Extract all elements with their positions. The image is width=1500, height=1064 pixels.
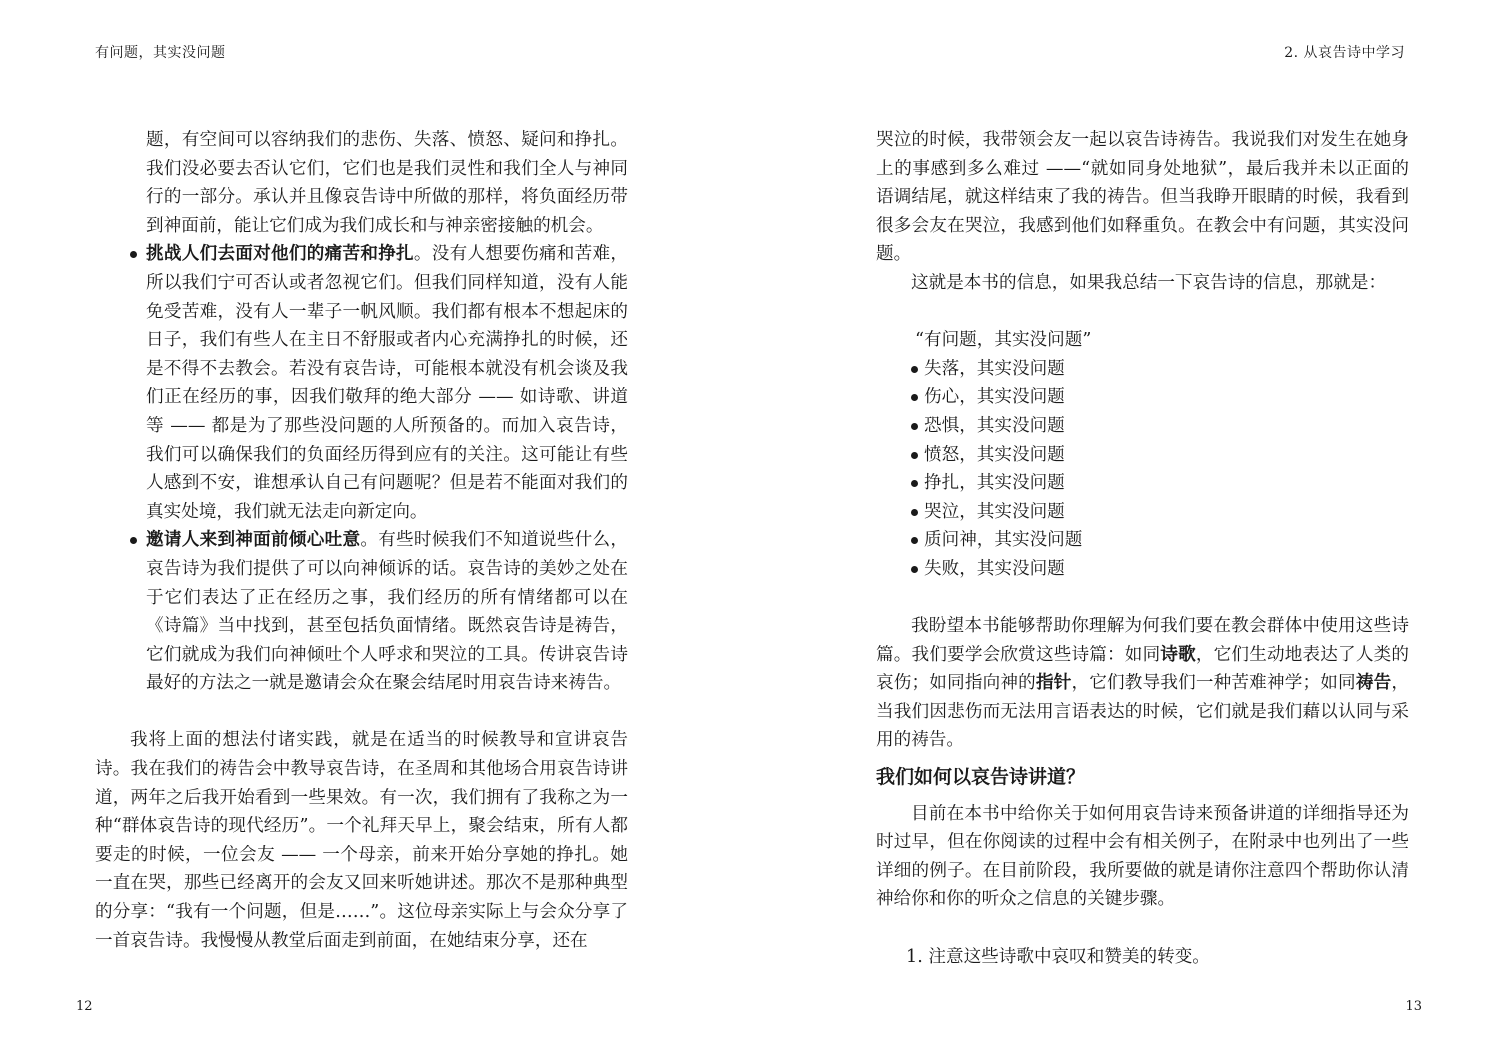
running-header-right: 2. 从哀告诗中学习	[1284, 45, 1405, 61]
quote-item: 失落，其实没问题	[876, 355, 1409, 384]
hope-text-4: ，当我们因悲伤而无法用言语表达的时候，它们就是我们藉以认同与采用的祷告。	[876, 673, 1409, 751]
quote-item: 愤怒，其实没问题	[876, 441, 1409, 470]
quote-list	[876, 355, 1409, 584]
body-paragraph: 我将上面的想法付诸实践，就是在适当的时候教导和宣讲哀告诗。我在我们的祷告会中教导哀告诗，在圣周和其他场合用哀告诗讲道，两年之后我开始看到一些果效。有一次，我们拥有了我称之为一种“群体哀告诗的现代经历”。一个礼拜天早上，聚会结束，所有人都要走的时候，一位会友 —— 一个母亲，前来开始分享她的挣扎。她一直在哭，那些已经离开的会友又回来听她讲述。那次不是那种典型的分享：“我有一个问题，但是……”。这位母亲实际上与会众分享了一首哀告诗。我慢慢从教堂后面走到前面，在她结束分享，还在	[95, 730, 628, 951]
hope-paragraph	[876, 612, 1409, 755]
bullet-bold-lead: 邀请人来到神面前倾心吐意	[146, 529, 361, 551]
continued-paragraph: 哭泣的时候，我带领会友一起以哀告诗祷告。我说我们对发生在她身上的事感到多么难过 ——“就如同身处地狱”，最后我并未以正面的语调结尾，就这样结束了我的祷告。但当我睁开眼睛的时候，我看到很多会友在哭泣，我感到他们如释重负。在教会中有问题，其实没问题。	[876, 130, 1409, 265]
quote-item: 恐惧，其实没问题	[876, 412, 1409, 441]
paragraph-gap	[876, 298, 1409, 327]
hope-bold-3: 祷告	[1355, 672, 1392, 694]
quote-item: 伤心，其实没问题	[876, 383, 1409, 412]
bullet-item-challenge	[95, 240, 628, 526]
hope-bold-1: 诗歌	[1160, 643, 1196, 665]
hope-text-2: ，它们生动地表达了人类的哀伤；如同指向神的	[876, 644, 1409, 694]
continued-paragraph: 题，有空间可以容纳我们的悲伤、失落、愤怒、疑问和挣扎。我们没必要去否认它们，它们也是我们灵性和我们全人与神同行的一部分。承认并且像哀告诗中所做的那样，将负面经历带到神面前，能让它们成为我们成长和与神亲密接触的机会。	[146, 130, 628, 236]
running-header-left: 有问题，其实没问题	[95, 45, 226, 61]
quote-item: 失败，其实没问题	[876, 555, 1409, 584]
hope-text-3: ，它们教导我们一种苦难神学；如同	[1071, 673, 1356, 694]
right-page-body	[876, 126, 1409, 971]
step-item-1: 1. 注意这些诗歌中哀叹和赞美的转变。	[906, 946, 1210, 967]
quote-heading: “有问题，其实没问题”	[915, 330, 1092, 351]
quote-item: 挣扎，其实没问题	[876, 469, 1409, 498]
right-page	[750, 0, 1500, 1064]
quote-item: 哭泣，其实没问题	[876, 498, 1409, 527]
paragraph-gap	[876, 584, 1409, 613]
paragraph-gap	[876, 914, 1409, 943]
page-number-right: 13	[1405, 999, 1422, 1014]
section-heading: 我们如何以哀告诗讲道？	[876, 766, 1086, 789]
bullet-text: 。有些时候我们不知道说些什么，哀告诗为我们提供了可以向神倾诉的话。哀告诗的美妙之处在于它们表达了正在经历之事，我们经历的所有情绪都可以在《诗篇》当中找到，甚至包括负面情绪。既然哀告诗是祷告，它们就成为我们向神倾吐个人呼求和哭泣的工具。传讲哀告诗最好的方法之一就是邀请会众在聚会结尾时用哀告诗来祷告。	[146, 530, 628, 694]
page-number-left: 12	[76, 999, 93, 1014]
bullet-text: 。没有人想要伤痛和苦难，所以我们宁可否认或者忽视它们。但我们同样知道，没有人能免受苦难，没有人一辈子一帆风顺。我们都有根本不想起床的日子，我们有些人在主日不舒服或者内心充满挣扎的时候，还是不得不去教会。若没有哀告诗，可能根本就没有机会谈及我们正在经历的事，因我们敬拜的绝大部分 —— 如诗歌、讲道等 —— 都是为了那些没问题的人所预备的。而加入哀告诗，我们可以确保我们的负面经历得到应有的关注。这可能让有些人感到不安，谁想承认自己有问题呢？但是若不能面对我们的真实处境，我们就无法走向新定向。	[146, 244, 628, 522]
hope-text-1: 我盼望本书能够帮助你理解为何我们要在教会群体中使用这些诗篇。我们要学会欣赏这些诗篇：如同	[876, 616, 1409, 665]
left-page-body	[95, 126, 628, 955]
quote-item: 质问神，其实没问题	[876, 526, 1409, 555]
bullet-item-invite	[95, 526, 628, 698]
summary-intro: 这就是本书的信息，如果我总结一下哀告诗的信息，那就是：	[911, 272, 1387, 293]
paragraph-gap	[95, 698, 628, 727]
bullet-bold-lead: 挑战人们去面对他们的痛苦和挣扎	[146, 243, 414, 265]
hope-bold-2: 指针	[1035, 672, 1072, 694]
section-paragraph: 目前在本书中给你关于如何用哀告诗来预备讲道的详细指导还为时过早，但在你阅读的过程中会有相关例子，在附录中也列出了一些详细的例子。在目前阶段，我所要做的就是请你注意四个帮助你认清神给你和你的听众之信息的关键步骤。	[876, 803, 1409, 910]
bullet-list	[95, 240, 628, 698]
